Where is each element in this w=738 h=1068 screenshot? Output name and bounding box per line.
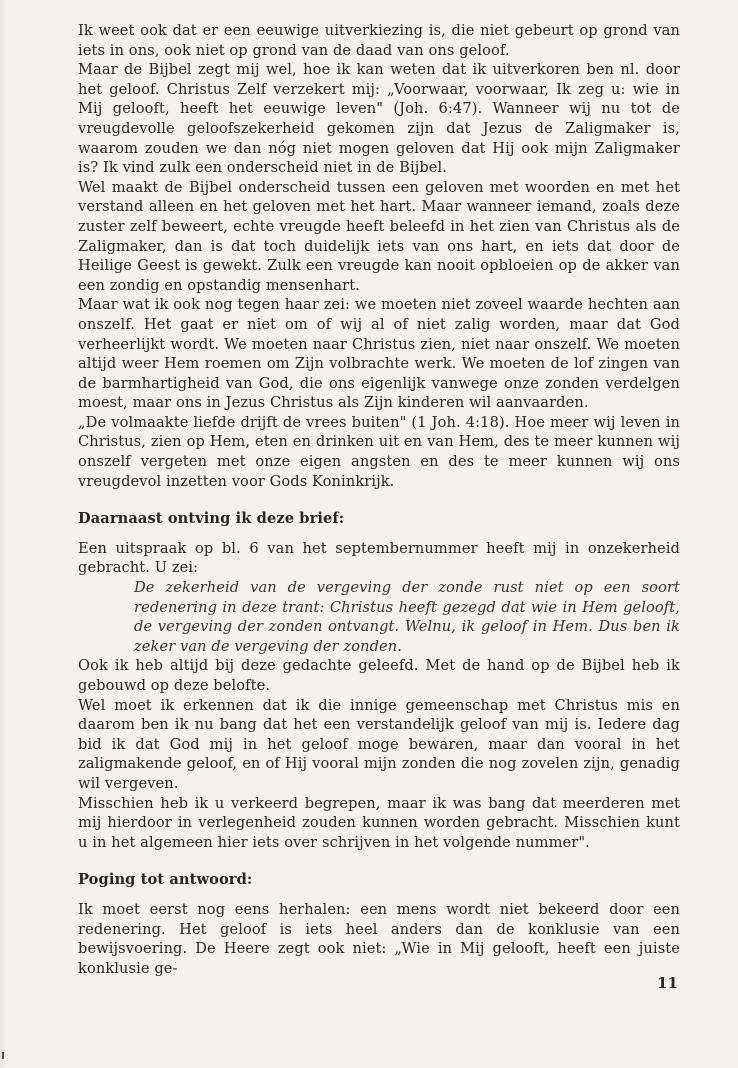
section-heading-letter: Daarnaast ontving ik deze brief:: [78, 510, 345, 528]
page-number: 11: [657, 974, 678, 992]
scan-mark: [2, 1052, 4, 1059]
paragraph-bible-assurance: Maar de Bijbel zegt mij wel, hoe ik kan weten dat ik uitverkoren ben nl. door het geloof. Christus Zelf verzekert mij: „Voorwaar, voorwaar, Ik zeg u: wie in Mij gelooft, heeft het eeuwige leven" (Joh. 6:47). Wanneer wij nu tot de vreugdevolle geloofszekerheid gekomen zijn dat Jezus de Zaligmaker is, waarom zouden we dan nóg niet mogen geloven dat Hij ook mijn Zaligmaker is? Ik vind zulk een onderscheid niet in de Bijbel.: [78, 61, 680, 177]
letter-paragraph: Wel moet ik erkennen dat ik die innige gemeenschap met Christus mis en daarom ben ik nu bang dat het een verstandelijk geloof van mij is. Iedere dag bid ik dat God mij in het geloof moge bewaren, maar dan vooral in het zaligmakende geloof, en of Hij vooral mijn zonden die nog zovelen zijn, genadig wil vergeven.: [78, 696, 680, 792]
quoted-passage: De zekerheid van de vergeving der zonde rust niet op een soort redenering in deze trant: Christus heeft gezegd dat wie in Hem gelooft, de vergeving der zonden ontvangt. Welnu, ik geloof in Hem. Dus ben ik zeker van de vergeving der zonden.: [134, 579, 680, 655]
paragraph-value-self: Maar wat ik ook nog tegen haar zei: we moeten niet zoveel waarde hechten aan onszelf. Het gaat er niet om of wij al of niet zalig worden, maar dat God verheerlijkt wordt. We moeten naar Christus zien, niet naar onszelf. We moeten altijd weer Hem roemen om Zijn volbrachte werk. We moeten de lof zingen van de barmhartigheid van God, die ons eigenlijk vanwege onze zonden verdelgen moest, maar ons in Jezus Christus als Zijn kinderen wil aanvaarden.: [78, 296, 680, 412]
answer-paragraph: Ik moet eerst nog eens herhalen: een mens wordt niet bekeerd door een redenering. Het geloof is iets heel anders dan de konklusie van een bewijsvoering. De Heere zegt ook niet: „Wie in Mij gelooft, heeft een juiste konklusie ge-: [78, 900, 680, 977]
letter-paragraph: Misschien heb ik u verkeerd begrepen, maar ik was bang dat meerderen met mij hierdoor in verlegenheid zouden kunnen worden gebracht. Misschien kunt u in het algemeen hier iets over schrijven in het volgende nummer".: [78, 794, 680, 851]
paragraph-election: Ik weet ook dat er een eeuwige uitverkiezing is, die niet gebeurt op grond van iets in ons, ook niet op grond van de daad van ons geloof.: [78, 22, 680, 59]
letter-paragraph: Ook ik heb altijd bij deze gedachte geleefd. Met de hand op de Bijbel heb ik gebouwd op deze belofte.: [78, 657, 680, 694]
letter-intro: Een uitspraak op bl. 6 van het septembernummer heeft mij in onzekerheid gebracht. U zei:: [78, 539, 680, 577]
page-content: [78, 21, 680, 978]
paragraph-difference: Wel maakt de Bijbel onderscheid tussen een geloven met woorden en met het verstand alleen en het geloven met het hart. Maar wanneer iemand, zoals deze zuster zelf beweert, echte vreugde heeft beleefd in het zien van Christus als de Zaligmaker, dan is dat toch duidelijk iets van ons hart, en iets dat door de Heilige Geest is gewekt. Zulk een vreugde kan nooit opbloeien op de akker van een zondig en opstandig mensenhart.: [78, 178, 680, 294]
paragraph-perfect-love: „De volmaakte liefde drijft de vrees buiten" (1 Joh. 4:18). Hoe meer wij leven in Christus, zien op Hem, eten en drinken uit en van Hem, des te meer kunnen wij onszelf vergeten met onze eigen angsten en des te meer kunnen wij ons vreugdevol inzetten voor Gods Koninkrijk.: [78, 413, 680, 490]
section-heading-answer: Poging tot antwoord:: [78, 871, 253, 889]
